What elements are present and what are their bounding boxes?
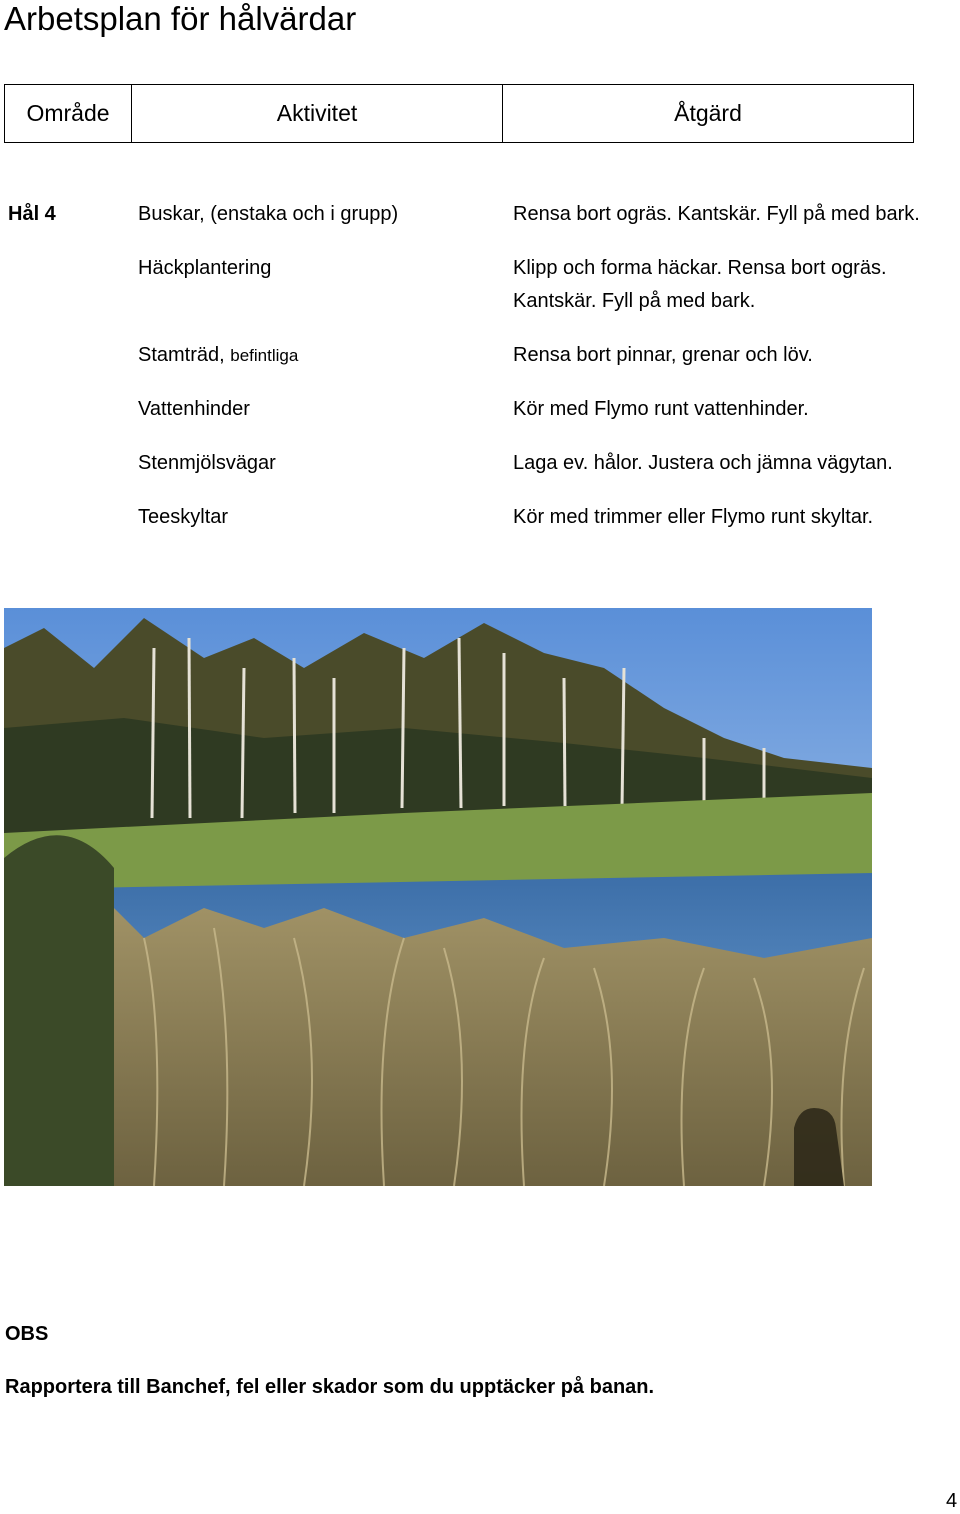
activity-stamtrad-suffix: befintliga [230,346,299,365]
page-number: 4 [946,1490,958,1512]
action-hackplantering-line1: Klipp och forma häckar. Rensa bort ogräs. [513,257,887,279]
header-atgard: Åtgärd [503,85,914,143]
activity-teeskyltar: Teeskyltar [138,506,229,528]
activity-stamtrad-label: Stamträd, [138,344,225,366]
header-table [4,84,914,143]
obs-label: OBS [5,1323,49,1345]
activity-stamtrad [138,343,298,368]
report-text: Rapportera till Banchef, fel eller skador som du upptäcker på banan. [5,1376,655,1398]
hole-label: Hål 4 [8,203,56,225]
activity-vattenhinder: Vattenhinder [138,398,250,420]
action-vattenhinder: Kör med Flymo runt vattenhinder. [513,398,809,420]
activity-hackplantering: Häckplantering [138,257,272,279]
activity-stenmjolsvagar: Stenmjölsvägar [138,452,276,474]
activity-buskar: Buskar, (enstaka och i grupp) [138,203,399,225]
page-title: Arbetsplan för hålvärdar [4,0,357,37]
action-stenmjolsvagar: Laga ev. hålor. Justera och jämna vägytan. [513,452,893,474]
action-buskar: Rensa bort ogräs. Kantskär. Fyll på med bark. [513,203,920,225]
landscape-photo [4,608,872,1186]
action-hackplantering-line2: Kantskär. Fyll på med bark. [513,290,756,312]
action-teeskyltar: Kör med trimmer eller Flymo runt skyltar. [513,506,874,528]
header-omrade: Område [5,85,132,143]
action-stamtrad: Rensa bort pinnar, grenar och löv. [513,344,813,366]
header-aktivitet: Aktivitet [132,85,503,143]
